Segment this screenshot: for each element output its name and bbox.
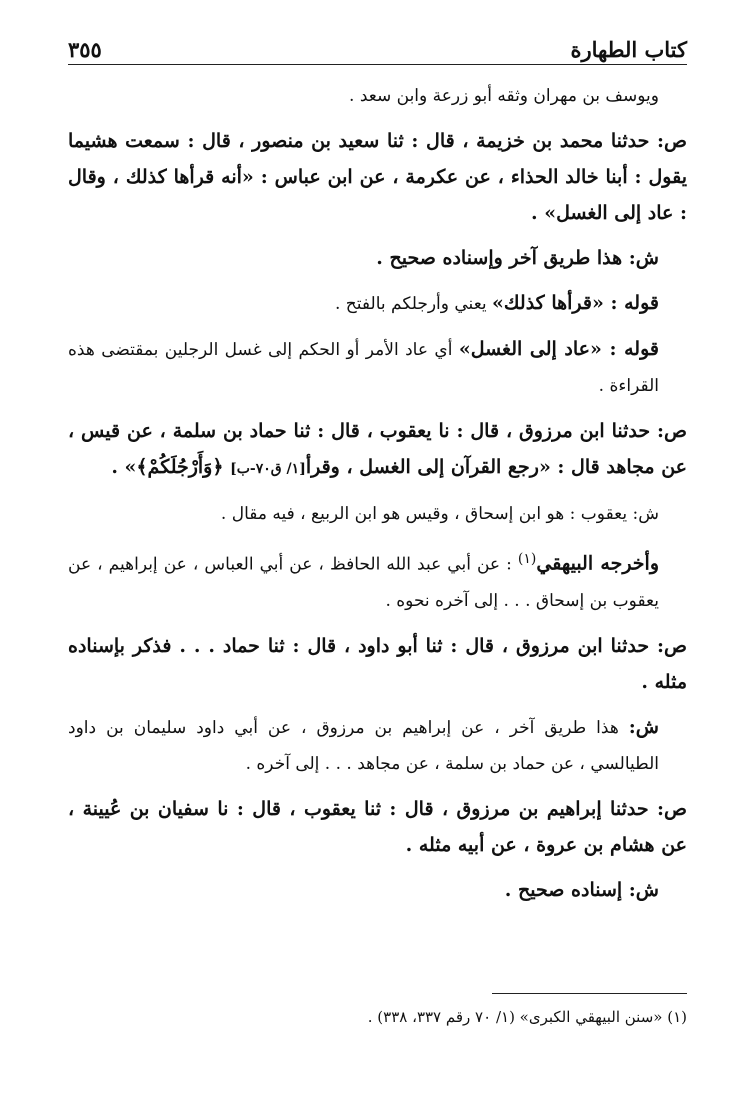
chapter-title: كتاب الطهارة	[570, 37, 687, 62]
quran-quote: ﴿وَأَرْجُلَكُمْ﴾	[136, 456, 224, 478]
footnote-divider	[492, 993, 687, 994]
manuscript-reference: [١/ ق٧٠-ب]	[230, 461, 306, 477]
commentary-text: هذا طريق آخر ، عن إبراهيم بن مرزوق ، عن أبي داود سليمان بن داود الطيالسي ، عن حماد بن سلمة ، عن مجاهد . . . إلى آخره .	[68, 717, 659, 774]
paragraph-narrator-note: ويوسف بن مهران وثقه أبو زرعة وابن سعد .	[349, 86, 659, 106]
quoted-phrase: قوله : «قرأها كذلك»	[492, 292, 659, 314]
paragraph-takhrij	[68, 541, 687, 619]
page-header	[68, 28, 687, 62]
footnote: (١) «سنن البيهقي الكبرى» (١/ ٧٠ رقم ٣٣٧، ٣٣٨) .	[367, 1008, 687, 1026]
paragraph-commentary-2: ش: يعقوب : هو ابن إسحاق ، وقيس هو ابن الربيع ، فيه مقال .	[220, 504, 659, 524]
main-text	[68, 78, 687, 917]
paragraph-explanation-1	[68, 285, 687, 322]
hadith-end: » .	[111, 456, 137, 478]
paragraph-hadith-1: ص: حدثنا محمد بن خزيمة ، قال : ثنا سعيد بن منصور ، قال : سمعت هشيما يقول : أبنا خالد الحذاء ، عن عكرمة ، عن ابن عباس : «أنه قرأها كذلك ، وقال : عاد إلى الغسل» .	[68, 130, 687, 224]
commentary-marker: ش:	[628, 715, 659, 738]
paragraph-commentary-1: ش: هذا طريق آخر وإسناده صحيح .	[376, 247, 659, 269]
header-divider	[68, 64, 687, 65]
explanation-text: يعني وأرجلكم بالفتح .	[335, 294, 493, 314]
paragraph-commentary-4: ش: إسناده صحيح .	[504, 878, 659, 901]
paragraph-hadith-2	[68, 413, 687, 487]
paragraph-explanation-2	[68, 331, 687, 404]
hadith-text: ص: حدثنا ابن مرزوق ، قال : نا يعقوب ، قال : ثنا حماد بن سلمة ، عن قيس ، عن مجاهد قال : «رجع القرآن إلى الغسل ، وقرأ	[68, 420, 687, 478]
paragraph-hadith-4: ص: حدثنا إبراهيم بن مرزوق ، قال : ثنا يعقوب ، قال : نا سفيان بن عُيينة ، عن هشام بن عروة ، عن أبيه مثله .	[68, 797, 687, 856]
paragraph-hadith-3: ص: حدثنا ابن مرزوق ، قال : ثنا أبو داود ، قال : ثنا حماد . . . فذكر بإسناده مثله .	[68, 634, 687, 693]
paragraph-commentary-3	[68, 709, 687, 782]
takhrij-text: : عن أبي عبد الله الحافظ ، عن أبي العباس ، عن إبراهيم ، عن يعقوب بن إسحاق . . . إلى آخره نحوه .	[68, 554, 659, 611]
source-name: وأخرجه البيهقي	[536, 552, 659, 575]
footnote-marker: (١)	[517, 551, 537, 567]
page-number: ٣٥٥	[68, 37, 102, 62]
quoted-phrase: قوله : «عاد إلى الغسل»	[458, 338, 659, 360]
explanation-text: أي عاد الأمر أو الحكم إلى غسل الرجلين بمقتضى هذه القراءة .	[68, 340, 659, 396]
